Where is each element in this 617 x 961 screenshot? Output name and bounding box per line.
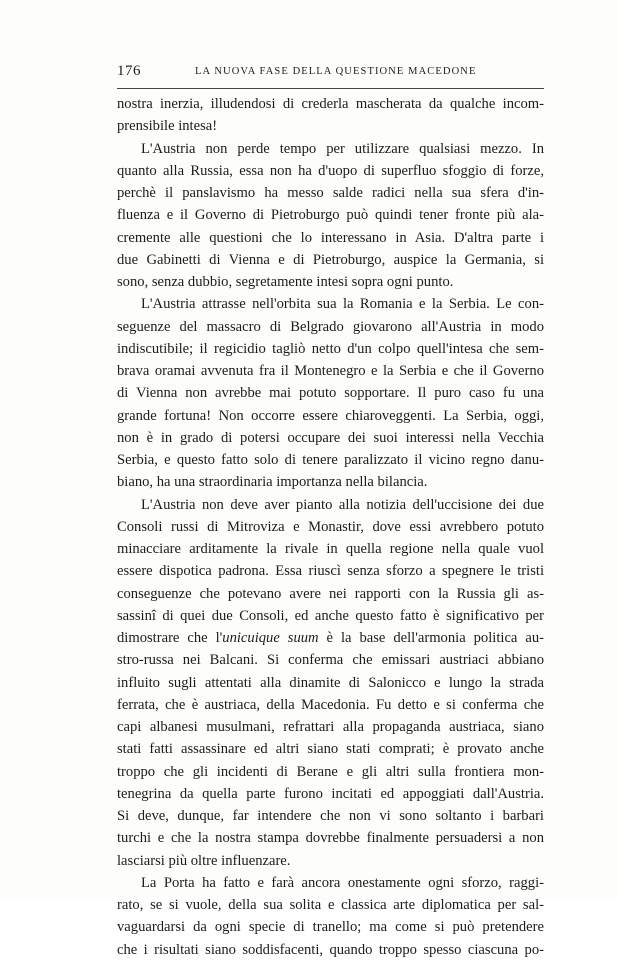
text-segment: è la base dell'armonia politica au- (318, 630, 544, 646)
paragraph (117, 293, 544, 493)
text-line: sassinî di quei due Consoli, ed anche questo fatto è significativo per (117, 607, 544, 624)
text-line: lasciarsi più oltre influenzare. (117, 852, 291, 869)
text-line: vaguardarsi da ogni specie di tranello; ma come si può pretendere (117, 919, 544, 936)
text-line: quanto alla Russia, essa non ha d'uopo di superfluo sfoggio di forze, (117, 162, 544, 179)
text-line: due Gabinetti di Vienna e di Pietroburgo, auspice la Germania, si (117, 251, 544, 268)
text-line: indiscutibile; il regicidio tagliò netto d'un colpo quell'intesa che sem- (117, 340, 544, 357)
text-segment: dimostrare che l' (117, 630, 223, 646)
text-line: sono, senza dubbio, segretamente intesi sopra ogni punto. (117, 274, 454, 290)
text-line: Si deve, dunque, far intendere che non vi sono soltanto i barbari (117, 808, 544, 824)
text-line: turchi e che la nostra stampa dovrebbe finalmente persuadersi a non (117, 830, 544, 847)
italic-phrase: unicuique suum (222, 630, 319, 646)
text-line: che i risultati siano soddisfacenti, quando troppo spesso ciascuna po- (117, 941, 544, 958)
text-line: seguenze del massacro di Belgrado giovarono all'Austria in modo (117, 318, 544, 335)
text-line: L'Austria non deve aver pianto alla notizia dell'uccisione dei due (141, 496, 544, 513)
paragraph (117, 872, 544, 961)
text-line: L'Austria attrasse nell'orbita sua la Romania e la Serbia. Le con- (141, 296, 544, 313)
text-line: rato, se si vuole, della sua solita e classica arte diplomatica per sal- (117, 897, 544, 913)
text-line: biano, ha una straordinaria importanza nella bilancia. (117, 474, 428, 491)
text-line: di Vienna non avrebbe mai potuto sopportare. Il puro caso fu una (117, 385, 544, 402)
text-line: grande fortuna! Non occorre essere chiaroveggenti. La Serbia, oggi, (117, 407, 544, 424)
text-line: conseguenze che potevano avere nei rapporti con la Russia gli as- (117, 585, 544, 602)
paragraph (117, 494, 544, 872)
page-number: 176 (117, 63, 141, 79)
text-line: stati fatti assassinare ed altri siano stati comprati; è provato anche (117, 741, 544, 758)
text-line: perchè il panslavismo ha messo salde radici nella sua sfera d'in- (117, 185, 544, 201)
text-line: non è in grado di potersi occupare dei suoi interessi nella Vecchia (117, 429, 544, 446)
body-text (117, 93, 544, 961)
text-line: influito sugli attentati alla dinamite di Salonicco e lungo la strada (117, 674, 544, 691)
text-line: tenegrina da quella parte furono incitati ed appoggiati dall'Austria. (117, 785, 544, 802)
text-line: ferrata, che è austriaca, della Macedonia. Fu detto e si conferma che (117, 696, 544, 713)
text-line: capi albanesi musulmani, refrattari alla propaganda austriaca, siano (117, 719, 544, 735)
page-header (117, 63, 544, 85)
text-line: La Porta ha fatto e farà ancora onestamente ogni sforzo, raggi- (141, 874, 544, 891)
text-line: prensibile intesa! (117, 118, 218, 135)
text-line: L'Austria non perde tempo per utilizzare qualsiasi mezzo. In (141, 140, 544, 157)
text-line: cremente alle questioni che lo interessano in Asia. D'altra parte i (117, 229, 544, 246)
paragraph (117, 93, 544, 138)
text-line: Serbia, e questo fatto solo di tenere paralizzato il vicino regno danu- (117, 452, 544, 468)
text-line: minacciare arditamente la rivale in quella regione nella quale vuol (117, 541, 544, 557)
text-line: nostra inerzia, illudendosi di crederla mascherata da qualche incom- (117, 96, 544, 112)
text-line: Consoli russi di Mitroviza e Monastir, dove essi avrebbero potuto (117, 518, 544, 535)
text-line: essere dispotica padrona. Essa riuscì senza sforzo a spegnere le tristi (117, 563, 544, 580)
text-line: fluenza e il Governo di Pietroburgo può quindi tener fronte più ala- (117, 207, 544, 224)
text-line (117, 627, 544, 649)
paragraph (117, 138, 544, 294)
header-rule (117, 88, 544, 89)
running-title: LA NUOVA FASE DELLA QUESTIONE MACEDONE (195, 66, 477, 77)
text-line: stro-russa nei Balcani. Si conferma che emissari austriaci abbiano (117, 652, 544, 669)
text-line: brava oramai avvenuta fra il Montenegro e la Serbia e che il Governo (117, 363, 544, 379)
text-line: troppo che gli incidenti di Berane e gli altri sulla frontiera mon- (117, 763, 544, 780)
